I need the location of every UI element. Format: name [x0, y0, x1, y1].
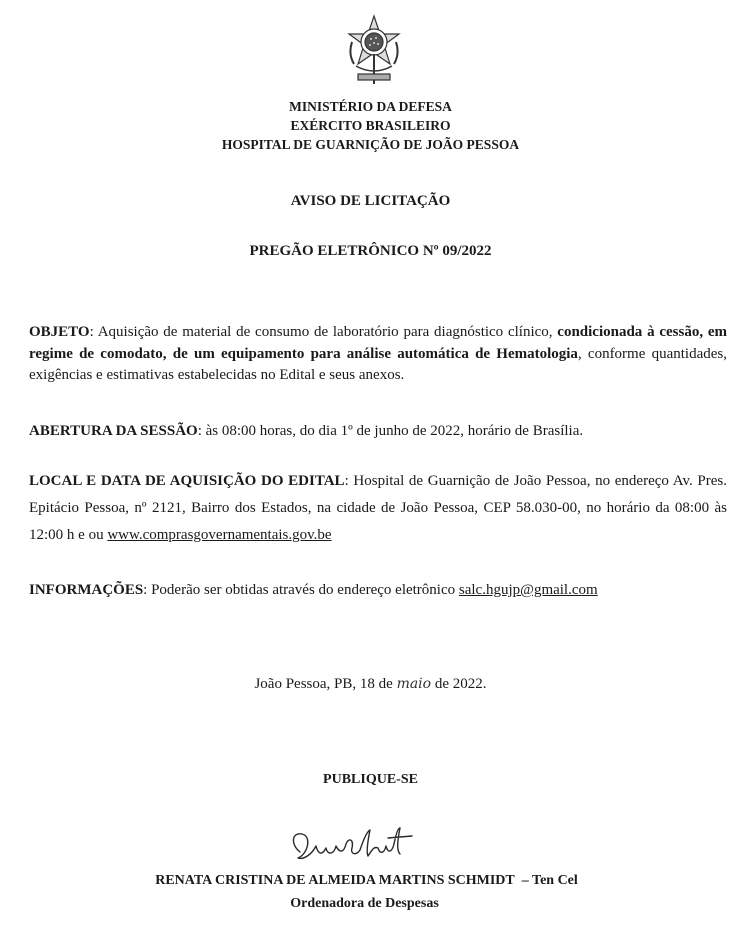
informacoes-label: INFORMAÇÕES — [29, 582, 144, 598]
header-hospital: HOSPITAL DE GUARNIÇÃO DE JOÃO PESSOA — [221, 137, 520, 152]
abertura-label: ABERTURA DA SESSÃO — [29, 423, 198, 439]
coat-of-arms-emblem — [344, 14, 404, 88]
objeto-bold-text: condicionada à cessão, em regime de comodato, de um equipamento para análise automática de Hematologia — [29, 324, 727, 362]
date-text-before: João Pessoa, PB, 18 de — [254, 676, 397, 692]
date-text-after: de 2022. — [431, 676, 487, 692]
signer-rank: – Ten Cel — [521, 873, 578, 888]
date-handwritten-month: maio — [396, 676, 432, 692]
signer-line — [0, 873, 737, 889]
abertura-text: : às 08:00 horas, do dia 1º de junho de 2022, horário de Brasília. — [197, 423, 584, 439]
email-link[interactable]: salc.hgujp@gmail.com — [458, 582, 598, 598]
objeto-paragraph — [29, 322, 727, 387]
informacoes-text: : Poderão ser obtidas através do endereço eletrônico — [143, 582, 459, 598]
publique-se-heading: PUBLIQUE-SE — [323, 772, 418, 787]
signer-role: Ordenadora de Despesas — [290, 896, 439, 911]
date-line — [0, 676, 741, 693]
objeto-label: OBJETO — [29, 324, 90, 340]
abertura-paragraph — [29, 421, 727, 443]
handwritten-signature — [282, 824, 422, 874]
objeto-text-2: , conforme quantidades, exigências e estimativas estabelecidas no Edital e seus anexos. — [29, 345, 727, 383]
informacoes-paragraph — [29, 580, 727, 602]
signer-name: RENATA CRISTINA DE ALMEIDA MARTINS SCHMIDT — [155, 873, 515, 888]
header-ministry: MINISTÉRIO DA DEFESA — [289, 99, 452, 114]
notice-subtitle: PREGÃO ELETRÔNICO Nº 09/2022 — [249, 243, 492, 259]
objeto-text-1: : Aquisição de material de consumo de laboratório para diagnóstico clínico, — [89, 324, 558, 340]
header-army: EXÉRCITO BRASILEIRO — [290, 118, 451, 133]
local-label: LOCAL E DATA DE AQUISIÇÃO DO EDITAL — [29, 473, 345, 489]
notice-title: AVISO DE LICITAÇÃO — [290, 193, 451, 209]
local-paragraph — [29, 468, 727, 549]
edital-link[interactable]: www.comprasgovernamentais.gov.be — [107, 527, 332, 543]
local-text: : Hospital de Guarnição de João Pessoa, no endereço Av. Pres. Epitácio Pessoa, nº 2121, Bairro dos Estados, na cidade de João Pessoa, CEP 58.030-00, no horário da 08:00 às 12:00 h e ou — [29, 473, 727, 543]
